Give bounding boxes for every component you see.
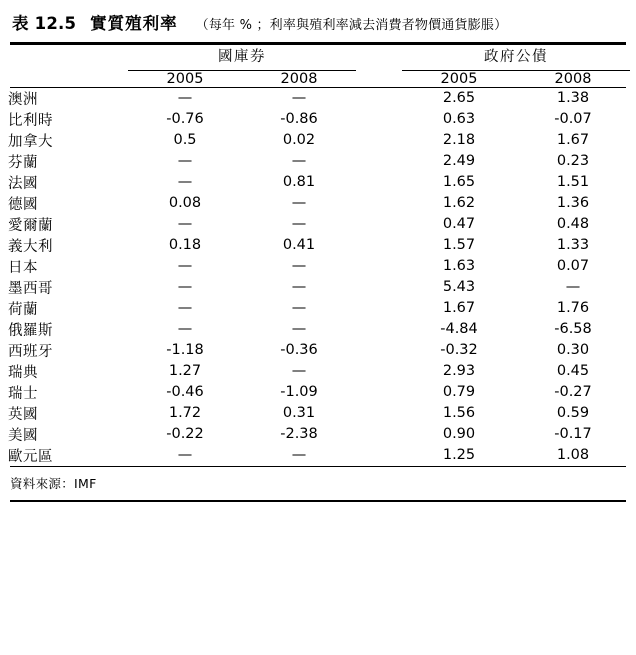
row-gap xyxy=(356,424,402,445)
row-gap xyxy=(356,319,402,340)
table-row xyxy=(8,277,630,298)
group-header-government-bonds xyxy=(402,45,630,71)
bottom-rule xyxy=(10,500,626,503)
row-label: 美國 xyxy=(8,427,38,444)
row-gap xyxy=(356,298,402,319)
row-label: 墨西哥 xyxy=(8,280,53,297)
row-gap xyxy=(356,277,402,298)
cell-bonds-2008: -6.58 xyxy=(554,321,592,338)
row-label: 德國 xyxy=(8,196,38,213)
cell-bonds-2005: 0.63 xyxy=(442,111,476,128)
cell-bills-2008: 0.41 xyxy=(282,237,316,254)
cell-bonds-2008: 1.36 xyxy=(556,195,590,212)
cell-bonds-2008: 0.30 xyxy=(556,342,590,359)
cell-bonds-2008: 1.51 xyxy=(556,174,590,191)
cell-bills-2008: — xyxy=(291,153,307,170)
table-row xyxy=(8,88,630,109)
real-yields-body xyxy=(8,88,630,466)
cell-bills-2008: 0.81 xyxy=(282,174,316,191)
cell-bills-2008: -0.86 xyxy=(280,111,318,128)
group-header-treasury-bills xyxy=(128,45,356,71)
cell-bonds-2005: 1.62 xyxy=(442,195,476,212)
table-row xyxy=(8,382,630,403)
year-header-row xyxy=(8,71,630,87)
group-header-row xyxy=(8,45,630,71)
row-label: 西班牙 xyxy=(8,343,53,360)
table-title-note: （每年 % ；利率與殖利率減去消費者物價通貨膨脹） xyxy=(195,18,508,33)
year-header-corner xyxy=(8,71,128,87)
row-gap xyxy=(356,256,402,277)
cell-bonds-2005: 0.79 xyxy=(442,384,476,401)
row-gap xyxy=(356,172,402,193)
row-gap xyxy=(356,403,402,424)
cell-bills-2005: 0.5 xyxy=(173,132,197,149)
cell-bills-2005: — xyxy=(177,90,193,107)
table-row xyxy=(8,172,630,193)
row-gap xyxy=(356,214,402,235)
cell-bonds-2008: 1.76 xyxy=(556,300,590,317)
row-gap xyxy=(356,361,402,382)
cell-bills-2005: — xyxy=(177,447,193,464)
cell-bonds-2005: 0.47 xyxy=(442,216,476,233)
row-gap xyxy=(356,235,402,256)
group-gap-cell xyxy=(356,45,402,71)
cell-bills-2008: — xyxy=(291,447,307,464)
cell-bills-2005: -0.22 xyxy=(166,426,204,443)
cell-bills-2008: — xyxy=(291,195,307,212)
cell-bills-2008: 0.02 xyxy=(282,132,316,149)
table-row xyxy=(8,445,630,466)
table-row xyxy=(8,319,630,340)
cell-bonds-2008: 1.08 xyxy=(556,447,590,464)
cell-bills-2008: — xyxy=(291,216,307,233)
table-row xyxy=(8,151,630,172)
row-gap xyxy=(356,109,402,130)
cell-bills-2005: -0.46 xyxy=(166,384,204,401)
source-note: 資料來源：IMF xyxy=(10,475,97,491)
row-gap xyxy=(356,340,402,361)
year-header-gap xyxy=(356,71,402,87)
cell-bonds-2008: 0.59 xyxy=(556,405,590,422)
cell-bonds-2008: 0.45 xyxy=(556,363,590,380)
cell-bonds-2005: 0.90 xyxy=(442,426,476,443)
cell-bonds-2005: 2.18 xyxy=(442,132,476,149)
cell-bonds-2008: -0.17 xyxy=(554,426,592,443)
cell-bills-2008: -1.09 xyxy=(280,384,318,401)
cell-bills-2005: 1.27 xyxy=(168,363,202,380)
cell-bonds-2005: 2.93 xyxy=(442,363,476,380)
column-header-bonds-2005: 2005 xyxy=(440,70,478,87)
table-row xyxy=(8,424,630,445)
row-label: 澳洲 xyxy=(8,91,38,108)
group-header-treasury-bills-label: 國庫券 xyxy=(218,48,266,65)
row-label: 俄羅斯 xyxy=(8,322,53,339)
cell-bonds-2005: 1.25 xyxy=(442,447,476,464)
table-row xyxy=(8,298,630,319)
cell-bills-2005: — xyxy=(177,153,193,170)
cell-bills-2005: — xyxy=(177,216,193,233)
row-gap xyxy=(356,88,402,109)
cell-bonds-2008: 0.07 xyxy=(556,258,590,275)
table-row xyxy=(8,193,630,214)
real-yields-table xyxy=(8,45,630,87)
row-label: 英國 xyxy=(8,406,38,423)
row-gap xyxy=(356,151,402,172)
table-caption xyxy=(8,0,628,42)
cell-bills-2008: -2.38 xyxy=(280,426,318,443)
cell-bills-2005: — xyxy=(177,279,193,296)
table-row xyxy=(8,256,630,277)
row-label: 比利時 xyxy=(8,112,53,129)
cell-bills-2005: — xyxy=(177,258,193,275)
cell-bonds-2008: 1.38 xyxy=(556,90,590,107)
cell-bonds-2005: -0.32 xyxy=(440,342,478,359)
bottom-spacer xyxy=(8,492,628,500)
row-label: 義大利 xyxy=(8,238,53,255)
cell-bonds-2005: 1.56 xyxy=(442,405,476,422)
row-label: 日本 xyxy=(8,259,38,276)
cell-bonds-2008: -0.07 xyxy=(554,111,592,128)
cell-bills-2008: — xyxy=(291,363,307,380)
cell-bonds-2005: 2.65 xyxy=(442,90,476,107)
table-row xyxy=(8,214,630,235)
cell-bills-2008: — xyxy=(291,258,307,275)
row-label: 歐元區 xyxy=(8,448,53,465)
row-label: 愛爾蘭 xyxy=(8,217,53,234)
cell-bonds-2008: -0.27 xyxy=(554,384,592,401)
row-gap xyxy=(356,445,402,466)
cell-bonds-2005: 1.67 xyxy=(442,300,476,317)
table-row xyxy=(8,235,630,256)
table-row xyxy=(8,361,630,382)
cell-bills-2008: 0.31 xyxy=(282,405,316,422)
cell-bills-2008: -0.36 xyxy=(280,342,318,359)
cell-bills-2008: — xyxy=(291,279,307,296)
cell-bonds-2005: 2.49 xyxy=(442,153,476,170)
corner-cell xyxy=(8,45,128,71)
table-title: 實質殖利率 xyxy=(90,14,178,33)
row-gap xyxy=(356,382,402,403)
column-header-bonds-2008: 2008 xyxy=(554,70,592,87)
cell-bills-2008: — xyxy=(291,300,307,317)
table-row xyxy=(8,109,630,130)
table-row xyxy=(8,130,630,151)
column-header-bills-2008: 2008 xyxy=(280,70,318,87)
table-row xyxy=(8,340,630,361)
cell-bills-2005: — xyxy=(177,321,193,338)
cell-bills-2005: -0.76 xyxy=(166,111,204,128)
row-gap xyxy=(356,130,402,151)
cell-bills-2005: — xyxy=(177,300,193,317)
group-header-government-bonds-label: 政府公債 xyxy=(484,48,548,65)
cell-bonds-2008: 1.33 xyxy=(556,237,590,254)
cell-bonds-2005: 1.63 xyxy=(442,258,476,275)
cell-bonds-2005: 1.57 xyxy=(442,237,476,254)
row-label: 瑞典 xyxy=(8,364,38,381)
cell-bills-2005: — xyxy=(177,174,193,191)
row-label: 荷蘭 xyxy=(8,301,38,318)
table-number: 表 12.5 xyxy=(12,14,77,33)
row-label: 法國 xyxy=(8,175,38,192)
cell-bills-2008: — xyxy=(291,90,307,107)
column-header-bills-2005: 2005 xyxy=(166,70,204,87)
table-row xyxy=(8,403,630,424)
cell-bonds-2008: 0.48 xyxy=(556,216,590,233)
cell-bonds-2008: — xyxy=(565,279,581,296)
cell-bills-2005: -1.18 xyxy=(166,342,204,359)
row-label: 芬蘭 xyxy=(8,154,38,171)
cell-bills-2008: — xyxy=(291,321,307,338)
cell-bonds-2008: 1.67 xyxy=(556,132,590,149)
cell-bills-2005: 1.72 xyxy=(168,405,202,422)
cell-bills-2005: 0.18 xyxy=(168,237,202,254)
row-label: 加拿大 xyxy=(8,133,53,150)
cell-bills-2005: 0.08 xyxy=(168,195,202,212)
cell-bonds-2005: 1.65 xyxy=(442,174,476,191)
row-label: 瑞士 xyxy=(8,385,38,402)
cell-bonds-2005: 5.43 xyxy=(442,279,476,296)
cell-bonds-2005: -4.84 xyxy=(440,321,478,338)
row-gap xyxy=(356,193,402,214)
cell-bonds-2008: 0.23 xyxy=(556,153,590,170)
